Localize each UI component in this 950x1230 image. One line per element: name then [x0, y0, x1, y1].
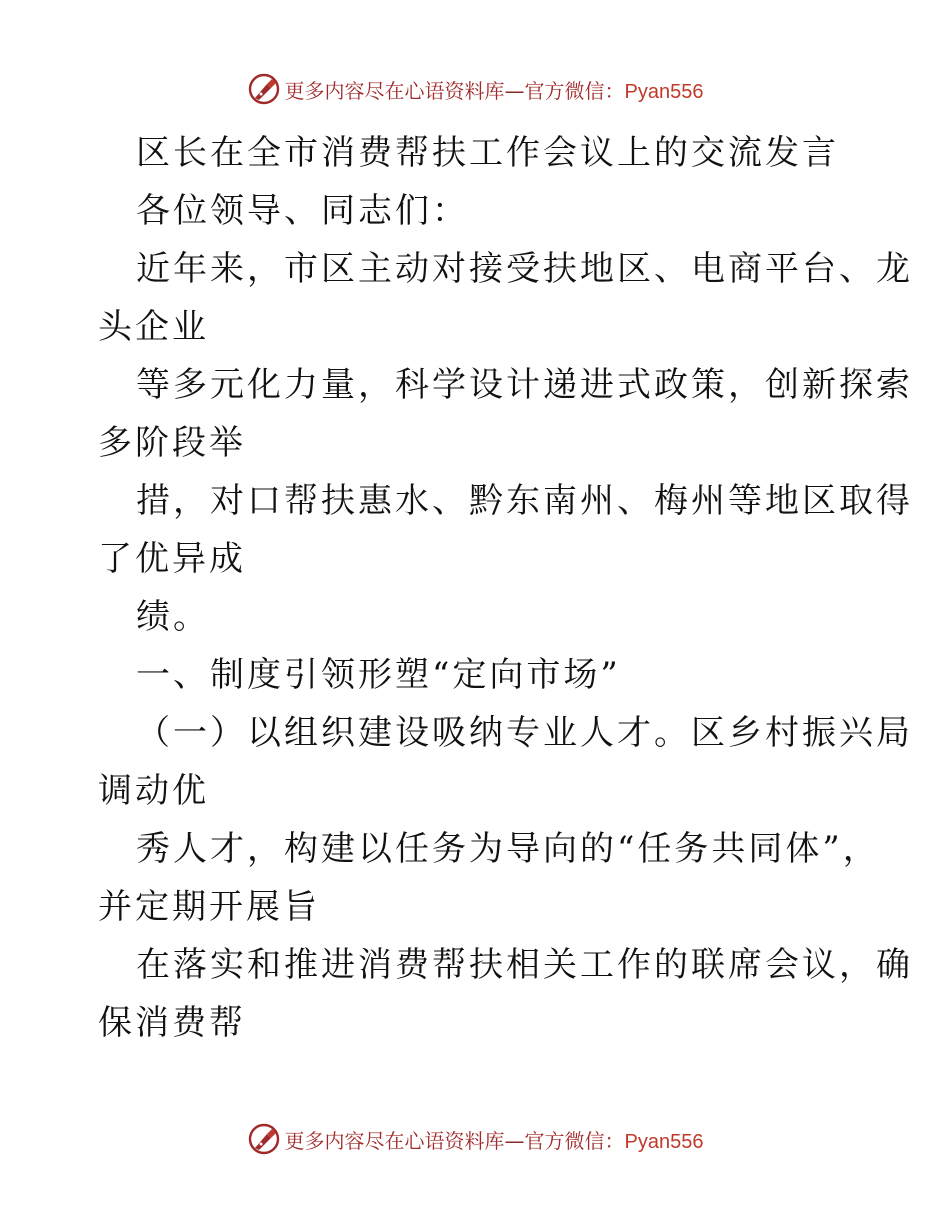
paragraph-line: 绩。: [136, 597, 210, 637]
paragraph-line: 了优异成: [98, 539, 246, 579]
pen-nib-logo-icon: [247, 72, 281, 106]
paragraph-line: 等多元化力量，科学设计递进式政策，创新探索: [136, 365, 913, 405]
watermark-separator: —: [504, 1128, 525, 1153]
section-heading: 一、制度引领形塑“定向市场”: [136, 655, 621, 695]
header-watermark: [0, 72, 950, 106]
watermark-separator: —: [504, 78, 525, 103]
watermark-brand: 更多内容尽在心语资料库: [284, 78, 505, 103]
watermark-text: [285, 1125, 704, 1154]
paragraph-line: 保消费帮: [98, 1003, 246, 1043]
footer-watermark: [0, 1122, 950, 1156]
pen-nib-logo-icon: [247, 1122, 281, 1156]
paragraph-line: 措，对口帮扶惠水、黔东南州、梅州等地区取得: [136, 481, 913, 521]
document-body: [98, 124, 913, 1052]
watermark-suffix: 官方微信：: [524, 1128, 625, 1153]
watermark-wechat-id: Pyan556: [624, 80, 704, 103]
watermark-suffix: 官方微信：: [524, 78, 625, 103]
paragraph-line: 头企业: [98, 307, 209, 347]
subsection-heading: （一）以组织建设吸纳专业人才。区乡村振兴局: [136, 713, 913, 753]
salutation: 各位领导、同志们：: [136, 191, 469, 231]
paragraph-line: 多阶段举: [98, 423, 246, 463]
paragraph-line: 调动优: [98, 771, 209, 811]
watermark-brand: 更多内容尽在心语资料库: [284, 1128, 505, 1153]
watermark-text: [285, 75, 704, 104]
paragraph-line: 近年来，市区主动对接受扶地区、电商平台、龙: [136, 249, 913, 289]
paragraph-line: 秀人才，构建以任务为导向的“任务共同体”，: [136, 829, 880, 869]
document-title: 区长在全市消费帮扶工作会议上的交流发言: [136, 133, 839, 173]
paragraph-line: 并定期开展旨: [98, 887, 320, 927]
watermark-wechat-id: Pyan556: [624, 1130, 704, 1153]
paragraph-line: 在落实和推进消费帮扶相关工作的联席会议，确: [136, 945, 913, 985]
